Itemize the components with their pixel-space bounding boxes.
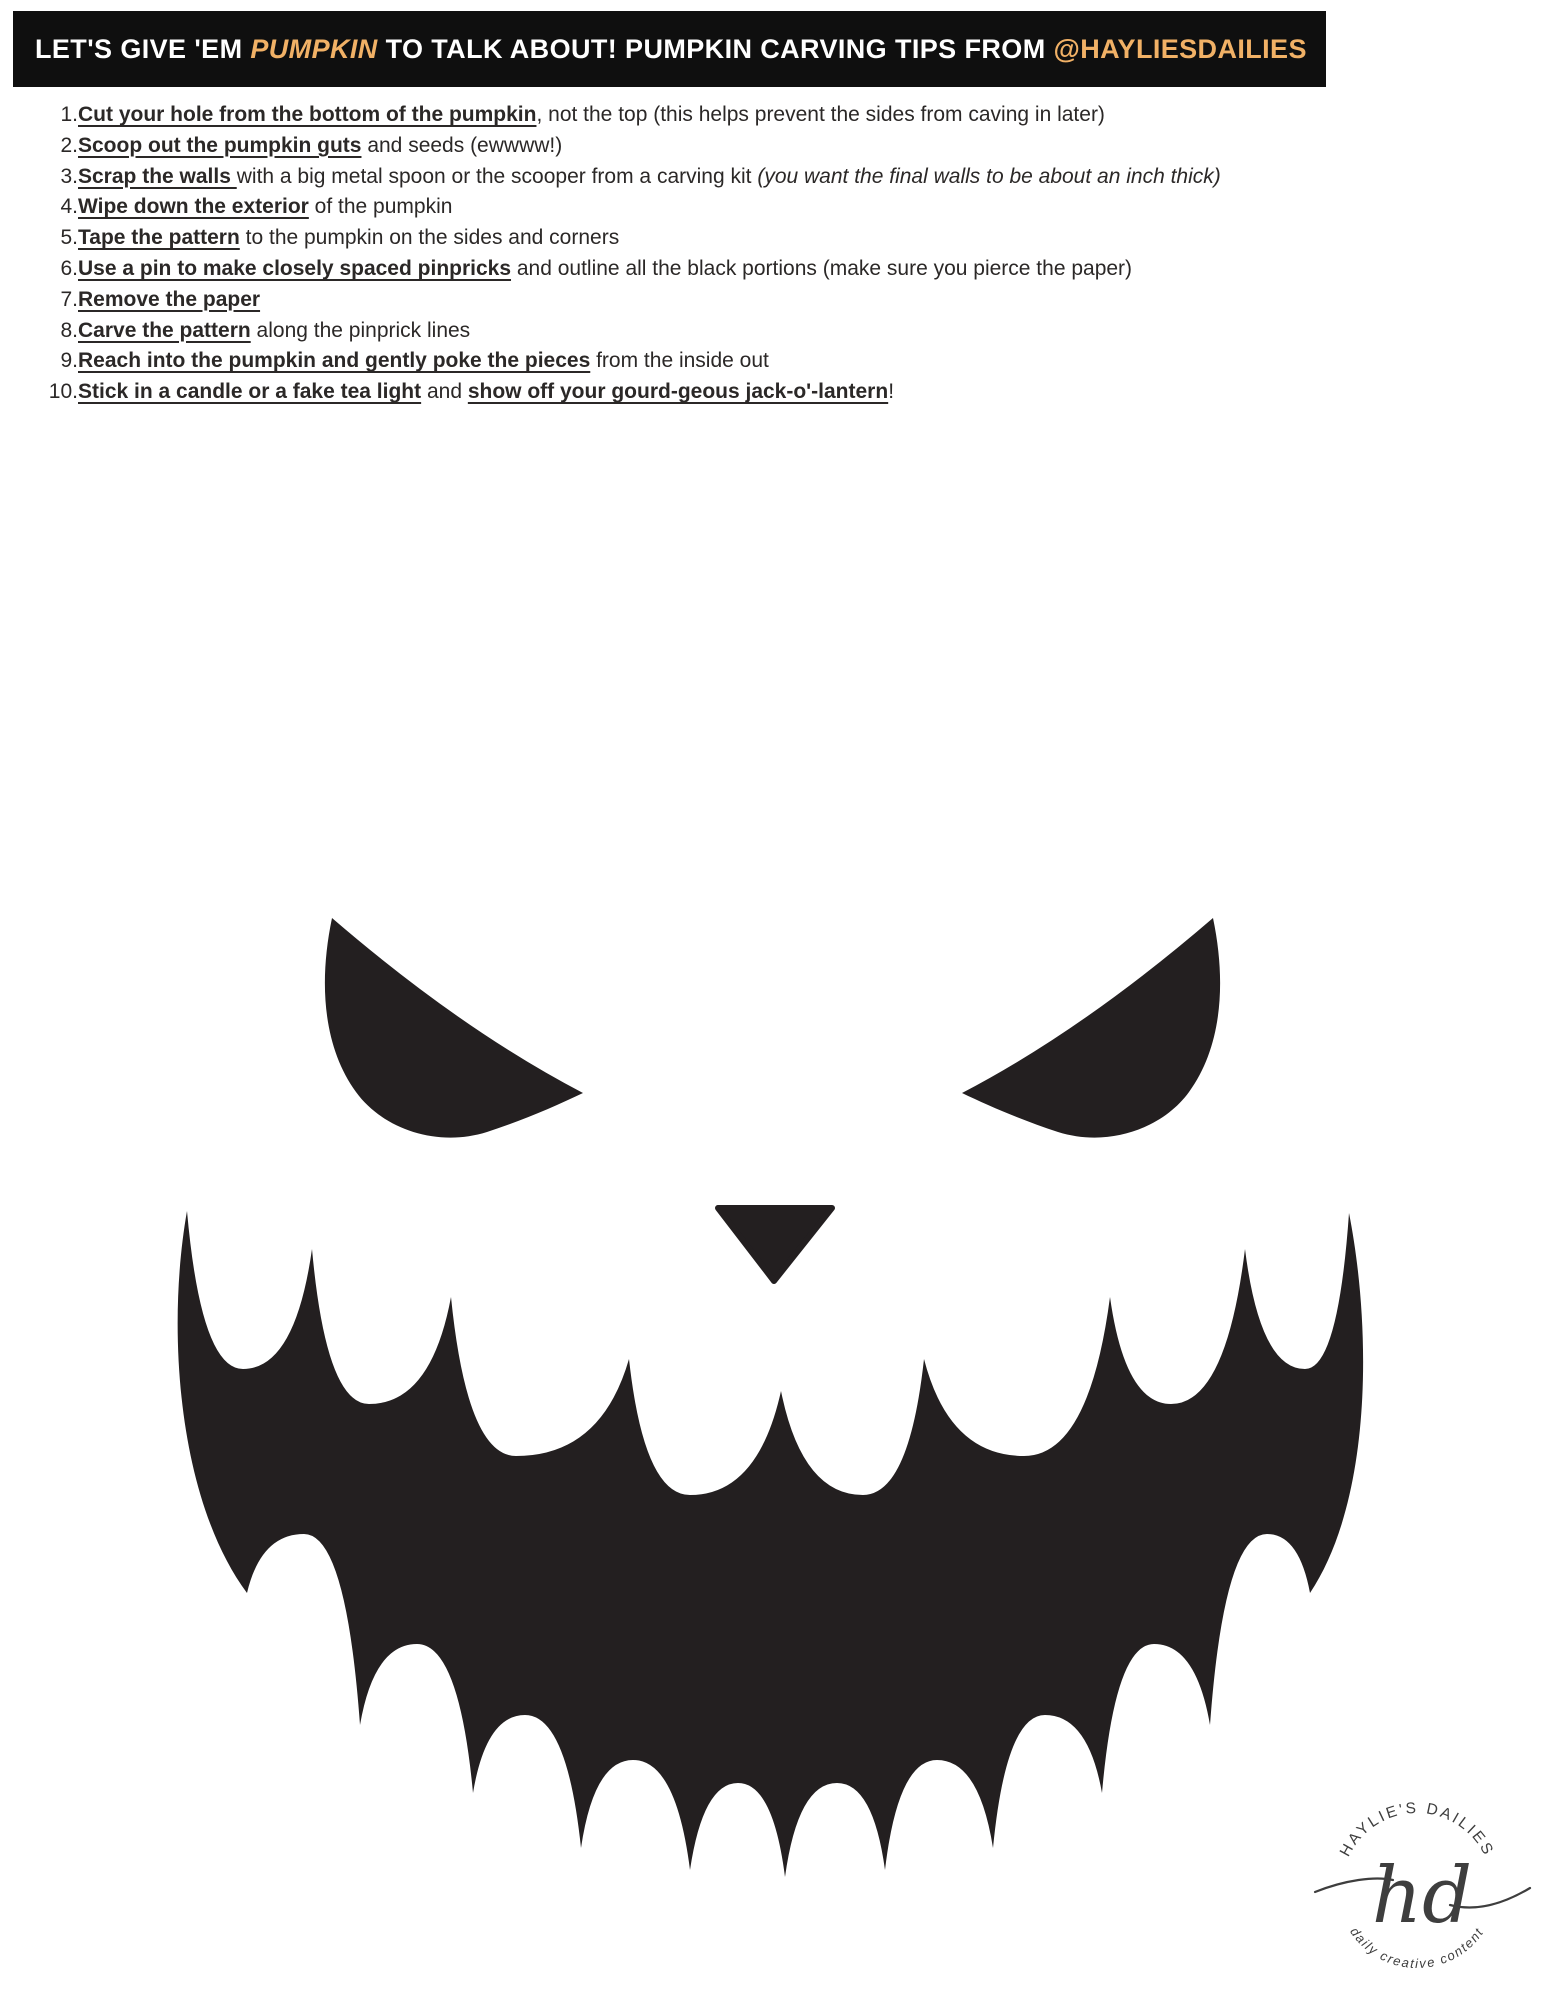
right-eye-shape [962,918,1220,1138]
tip-text-segment: (you want the final walls to be about an inch thick) [757,164,1221,188]
banner-text-segment: LET'S GIVE 'EM [35,33,251,64]
tip-text-segment: to the pumpkin on the sides and corners [239,226,620,250]
tip-text-segment: and outline all the black portions (make sure you pierce the paper) [511,256,1133,280]
tip-number: 5. [60,226,78,250]
tip-key-phrase: Stick in a candle or a fake tea light [78,380,422,404]
tip-text-segment: , not the top (this helps prevent the sides from caving in later) [536,103,1105,126]
tip-number: 1. [60,103,78,126]
tip-text-segment: of the pumpkin [308,195,453,219]
banner-text-segment: PUMPKIN [250,33,378,64]
tip-number: 9. [60,349,78,373]
banner-text-segment: TO TALK ABOUT! PUMPKIN CARVING TIPS FROM [377,33,1054,64]
tip-text-segment: from the inside out [590,349,769,373]
logo-arc-top-text: HAYLIE'S DAILIES [1336,1799,1498,1860]
mouth-shape [178,1211,1363,1877]
tip-number: 3. [60,164,78,188]
tip-text-segment: and [421,380,468,404]
tip-text-segment: ! [888,380,895,404]
tip-key-phrase: Scrap the walls [78,164,237,188]
banner-text-segment: @HAYLIESDAILIES [1053,33,1307,64]
tip-key-phrase: Wipe down the exterior [78,195,309,219]
logo-monogram: hd [1371,1851,1473,1941]
tip-key-phrase: Carve the pattern [78,318,251,342]
tip-text-segment: and seeds (ewwww!) [361,133,563,157]
tip-key-phrase: Remove the paper [78,287,261,311]
tip-key-phrase: Tape the pattern [78,226,240,250]
tip-text-segment: along the pinprick lines [250,318,471,342]
tip-number: 4. [60,195,78,219]
tip-number: 8. [60,318,78,342]
tip-key-phrase: Reach into the pumpkin and gently poke the pieces [78,349,591,373]
tip-key-phrase: show off your gourd-geous jack-o'-lantern [467,380,889,404]
tip-number: 10. [48,380,78,404]
left-eye-shape [325,918,583,1138]
tip-number: 2. [60,133,78,157]
tip-number: 6. [60,256,78,280]
tip-key-phrase: Cut your hole from the bottom of the pumpkin [78,103,537,126]
nose-shape [718,1208,832,1281]
hayliesdailies-logo [1290,1750,1545,2000]
tip-number: 7. [60,287,78,311]
logo-arc-bottom-text: daily creative content [1347,1924,1487,1972]
tip-key-phrase: Use a pin to make closely spaced pinpricks [78,256,512,280]
tip-key-phrase: Scoop out the pumpkin guts [78,133,362,157]
tip-text-segment: with a big metal spoon or the scooper from a carving kit [236,164,758,188]
